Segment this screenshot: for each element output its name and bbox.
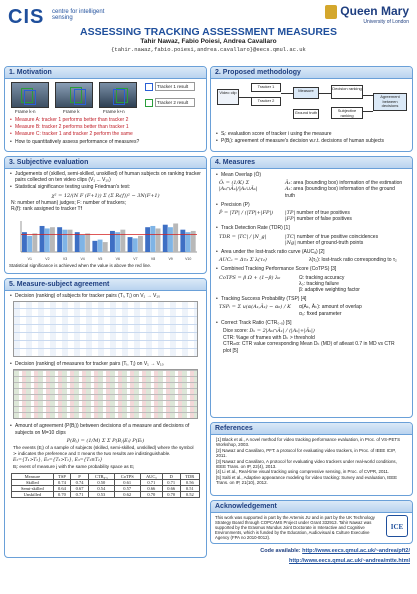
table-cell: Semi-skilled	[12, 486, 54, 492]
x-tick-label: V2	[45, 257, 50, 261]
auc-formula: AUCₐ = Δτ₂ Σ λ(τ₂)	[219, 257, 267, 264]
chart-bar	[173, 223, 178, 252]
cotps-def-2: λ₀: tracking failure	[299, 280, 339, 287]
ice-logo: ICE	[386, 515, 408, 537]
subject-decision-plot	[13, 301, 198, 357]
x-tick-label: V5	[98, 257, 103, 261]
motivation-question: • How to quantitatively assess performance of measures?	[15, 139, 202, 145]
video-clip-box: Video clip	[217, 89, 239, 105]
table-header: P	[71, 474, 89, 480]
pft2-link[interactable]: http://www.eecs.qmul.ac.uk/~andrea/pft2/	[302, 548, 410, 554]
tracker2-legend-icon	[145, 99, 153, 107]
tracker2-legend-label: Tracker 2 result	[155, 98, 195, 107]
table-cell: Skilled	[12, 480, 54, 486]
methodology-score-text: • Sᵢ: evaluation score of tracker i using the measure	[221, 131, 408, 137]
code-link-row-1	[210, 548, 410, 554]
cis-logo-subtext: centre for intelligent sensing	[52, 9, 105, 21]
mean-overlap-title: • Mean Overlap (Ō)	[221, 172, 408, 178]
x-tick-label: V7	[133, 257, 138, 261]
plot-grid	[14, 302, 197, 356]
reference-item: [2] Nawaz and Cavallaro, PFT: a protocol for evaluating video trackers, in Proc. of IEEE ICIP, 2011.	[216, 447, 396, 459]
cotps-formula: CoTPS = β Ω + (1−β) λ₀	[219, 274, 281, 281]
chart-bar	[103, 242, 108, 252]
reference-item: [4] Li et al., Real-time visual tracking using compressive sensing, in Proc. of CVPR, 2011.	[216, 469, 390, 475]
chart-bar	[85, 233, 90, 252]
section-heading: 4. Measures	[211, 157, 412, 169]
video-frame	[11, 82, 49, 108]
x-tick-label: V4	[80, 257, 85, 261]
results-table-wrap	[5, 470, 206, 498]
table-cell: 0.50	[88, 480, 114, 486]
tp-def: number of true positives	[296, 210, 350, 217]
measure-subject-section	[4, 278, 207, 558]
auc-title: • Area under the lost-track ratio curve (AUCₐ) [2]	[221, 249, 408, 255]
chart-bar	[22, 232, 27, 252]
video-frame	[99, 82, 137, 108]
agreement-text: • Amount of agreement (P(Bⱼ)) between decisions of a measure and decisions of subjects on M=10 clips	[15, 423, 202, 435]
decision-ranking-box: Decision ranking	[331, 85, 363, 99]
qmul-logo	[325, 4, 409, 25]
chart-bar	[98, 240, 103, 252]
r-definition: Rᵢ(f): rank assigned to tracker Tf	[11, 205, 82, 212]
table-cell: 0.64	[53, 486, 71, 492]
dice-block	[211, 327, 412, 335]
tsp-def-2: α₀: fixed parameter	[299, 310, 342, 317]
table-header: AUCₐ	[140, 474, 162, 480]
table-header: CoTPS	[114, 474, 140, 480]
table-cell: 0.70	[140, 492, 162, 498]
flow-arrow	[319, 93, 331, 94]
chart-bar	[180, 230, 185, 252]
tracker-box	[74, 89, 86, 105]
acknowledgement-body	[211, 513, 412, 542]
poster-header	[0, 0, 417, 56]
chart-bar	[138, 236, 143, 252]
table-cell: 0.66	[162, 486, 180, 492]
cotps-def-1: Ω: tracking accuracy	[299, 274, 345, 281]
table-cell: 0.61	[114, 480, 140, 486]
precision-formula: P̄ = |TP| / (|TP|+|FP|)	[219, 210, 274, 217]
chart-bar	[68, 230, 73, 252]
fp-def: number of false positives	[296, 216, 352, 223]
x-tick-label: V9	[168, 257, 173, 261]
measure-a-text: • Measure A: tracker 1 performs better than tracker 2	[15, 117, 202, 123]
tracker-box	[113, 89, 125, 105]
measure-decision-plot	[13, 369, 198, 419]
acknowledgement-section	[210, 500, 413, 544]
x-tick-label: V10	[185, 257, 192, 261]
methodology-agreement-text: • P(Bⱼ): agreement of measure's decision w.r.t. decisions of human subjects	[221, 138, 408, 144]
acknowledgement-text: This work was supported in part by the Artemis JU and in part by the UK Technology Strategy Board through COPCAMS Project under Grant 332913. Tahir Nawaz was supported by the Erasmus Mundus Joint Doctorate in Interactive and Cognitive Environments, which is funded by the Education, Audiovisual & Culture Executive Agency (FPA no 2010-0012).	[215, 515, 375, 541]
chart-bar	[186, 232, 191, 252]
chart-bar	[27, 236, 32, 252]
table-cell: 0.57	[114, 486, 140, 492]
chart-bar	[133, 238, 138, 252]
ground-truth-box: Ground truth	[293, 109, 319, 119]
chart-bar	[92, 241, 97, 252]
x-tick-label: V1	[27, 257, 32, 261]
section-heading: References	[211, 423, 412, 435]
subject-decision-text: • Decision (ranking) of subjects for tracker pairs (Tᵢ, Tⱼ) on V₁ → V₁₀	[15, 293, 202, 299]
mean-overlap-defs: Āₖ: area (bounding box) information of the estimation Aₖ: area (bounding box) information of the ground truth	[285, 180, 403, 199]
tsp-formula: TSPᵢ = Σ u(α(Aₖ,Āₖ) − α₀) / K	[219, 304, 291, 311]
reference-item: [5] Salti et al., Adaptive appearance modeling for video tracking: Survey and evaluation, IEEE Trans. on IP, 21(10), 2012.	[216, 474, 398, 486]
measure-box: Measure	[293, 87, 319, 99]
poster-title: ASSESSING TRACKING ASSESSMENT MEASURES	[80, 26, 337, 38]
flow-arrow	[363, 111, 373, 112]
chart-bar	[75, 232, 80, 252]
references-list	[211, 435, 412, 488]
tdr-gt-def: number of ground-truth points	[297, 239, 364, 246]
table-header: Measure	[12, 474, 54, 480]
table-cell: 0.53	[88, 492, 114, 498]
chart-bar	[150, 226, 155, 252]
references-section	[210, 422, 413, 496]
subjective-ranking-box: Subjective ranking	[331, 107, 363, 119]
flow-arrow	[281, 93, 293, 94]
chart-bar	[110, 231, 115, 252]
x-tick-label: V8	[150, 257, 156, 261]
table-cell: 0.70	[162, 492, 180, 498]
table-header-row	[12, 474, 200, 480]
chart-bar	[115, 232, 120, 252]
friedman-bar-chart	[11, 219, 201, 261]
precision-block	[211, 209, 412, 223]
agreement-box: Agreement between decisions	[373, 93, 407, 111]
tsp-def-1: α(Aₖ, Āₖ): amount of overlap	[299, 304, 362, 311]
section-heading: Acknowledgement	[211, 501, 412, 513]
x-tick-label: V3	[62, 257, 68, 261]
table-cell: 0.67	[71, 486, 89, 492]
motivation-section	[4, 66, 207, 152]
chart-bar	[156, 228, 161, 252]
poster-authors: Tahir Nawaz, Fabio Poiesi, Andrea Cavallaro	[140, 38, 277, 45]
chart-bar	[45, 228, 50, 252]
precision-title: • Precision (P)	[221, 202, 408, 208]
ctr-title: • Correct Track Ratio (CTR₀.₅) [5]	[221, 320, 408, 326]
friedman-formula: χ² = 12/(N F (F+1)) Σ (Σ Rᵢ(f))² − 3N(F+1)	[51, 192, 160, 199]
plot-grid	[14, 370, 197, 418]
section-heading: 3. Subjective evaluation	[5, 157, 206, 169]
frame-label: Frame k-n	[15, 109, 36, 114]
flow-arrow	[239, 97, 251, 98]
methodology-section	[210, 66, 413, 152]
table-header: D	[162, 474, 180, 480]
results-table	[11, 473, 200, 498]
motivation-figure	[5, 79, 206, 115]
table-cell: 0.74	[71, 480, 89, 486]
methodology-diagram	[211, 79, 412, 129]
ctr-def-1: CTR: %age of frames with Dₖ > threshold	[223, 335, 315, 342]
measure-c-text: • Measure C: tracker 1 and tracker 2 perform the same	[15, 131, 202, 137]
section-heading: 1. Motivation	[5, 67, 206, 79]
events-formula: E₁={T₁≻T₂}, E₂={T₂≻T₁}, E₃={T₁≡T₂}	[13, 458, 103, 464]
code-link-row-2	[210, 558, 410, 564]
chart-bar	[50, 227, 55, 252]
qmul-logo-subtext: University of London	[363, 18, 409, 25]
x-tick-label: V6	[115, 257, 120, 261]
cotps-def-3: β: adaptive weighting factor	[299, 287, 360, 294]
flow-arrow	[363, 95, 373, 96]
qmul-crest-icon	[325, 5, 337, 19]
cotps-defs	[299, 275, 404, 294]
table-cell: 0.74	[53, 480, 71, 486]
events-text: The events (Eⱼ) of a sample of subjects (skilled, semi-skilled, unskilled) where the symbol ≻ indicates the preference and ≡ means the two results are indistinguishable.	[13, 444, 194, 457]
table-cell: 0.71	[162, 480, 180, 486]
n-definition: N: number of human) judges; F: number of trackers;	[11, 199, 127, 206]
bj-text: Bⱼ: event of measure j with the same probability space as Eⱼ	[13, 464, 134, 470]
friedman-test-text: • Statistical significance testing using Friedman's test:	[15, 184, 202, 190]
tdr-tp-def: number of true positive coincidences	[296, 233, 379, 240]
table-cell: 0.71	[140, 480, 162, 486]
subjective-judgements-text: • Judgements of (skilled, semi-skilled, unskilled) of human subjects on ranking tracker pairs collected on ten video clips (V₁ ... V₁₀)	[15, 171, 202, 183]
video-frame	[55, 82, 93, 108]
tdr-formula: TDR = |TC| / |N_g|	[219, 233, 267, 240]
chart-bar	[120, 230, 125, 252]
tdr-defs: |TC| number of true positive coincidences |Ng| number of ground-truth points	[285, 233, 379, 246]
table-cell: 0.66	[140, 486, 162, 492]
mot-def-b: area (bounding box) information of the ground truth	[285, 186, 395, 199]
table-header: TSP	[53, 474, 71, 480]
cotps-block	[211, 274, 412, 295]
cis-logo-text: CIS	[8, 6, 45, 28]
table-cell: 0.62	[114, 492, 140, 498]
chart-bar	[80, 235, 85, 252]
code-available-label: Code available:	[260, 548, 303, 554]
table-cell: 0.54	[88, 486, 114, 492]
table-row	[12, 492, 200, 498]
dice-label: Dice score:	[223, 328, 249, 335]
dice-formula: Dₖ = 2|Aₖ∩Āₖ| / (|Aₖ|+|Āₖ|)	[249, 328, 315, 335]
reference-item: [3] Nawaz and Cavallaro, A protocol for evaluating video trackers under real-world conditions, IEEE Trans. on IP, 22(4), 2013.	[216, 458, 397, 470]
table-header: TDR	[180, 474, 199, 480]
reference-item: [1] Black et al., A novel method for video tracking performance evaluation, in Proc. of VS-PETS Workshop, 2003.	[216, 437, 401, 448]
frame-label: Frame k	[63, 109, 80, 114]
tdr-title: • Track Detection Rate (TDR) [1]	[221, 225, 408, 231]
poster-emails: {tahir.nawaz,fabio.poiesi,andrea.cavallaro}@eecs.qmul.ac.uk	[111, 46, 306, 53]
table-cell: 0.51	[180, 486, 199, 492]
chart-bar	[32, 233, 37, 252]
tsp-title: • Tracking Success Probability (TSP) [4]	[221, 296, 408, 302]
tracker1-legend-label: Tracker 1 result	[155, 82, 195, 91]
tracker1-box: Tracker 1	[251, 83, 281, 92]
tdr-block	[211, 233, 412, 247]
measure-decision-text: • Decision (ranking) of measures for tracker pairs (Tᵢ, Tⱼ) on V₁ → V₁₀	[15, 361, 202, 367]
chart-bar	[128, 237, 133, 252]
mean-overlap-formula: Ōᵢ = (1/K) Σ |Aₖ∩Āₖ|/|Aₖ∪Āₖ|	[219, 180, 258, 193]
table-cell: 0.70	[53, 492, 71, 498]
section-heading: 2. Proposed methodology	[211, 67, 412, 79]
table-cell: 0.71	[71, 492, 89, 498]
mot-def-a: area (bounding box) information of the estimation	[293, 180, 403, 187]
cotps-title: • Combined Tracking Performance Score (CoTPS) [3]	[221, 266, 408, 272]
chart-bar	[145, 227, 150, 252]
tracker1-legend-icon	[145, 83, 153, 91]
measure-b-text: • Measure B: tracker 2 performs better than tracker 1	[15, 124, 202, 130]
tracker-box	[24, 90, 36, 105]
chart-bar	[40, 226, 45, 252]
tsp-block	[211, 303, 412, 317]
auc-def: λ(τ₂): lost-track ratio corresponding to τ₂	[309, 257, 397, 264]
qmul-logo-text: Queen Mary	[340, 4, 409, 18]
table-header: CTR₀.₅	[88, 474, 114, 480]
table-cell: Unskilled	[12, 492, 54, 498]
table-cell: 0.52	[180, 492, 199, 498]
mtte-link[interactable]: http://www.eecs.qmul.ac.uk/~andrea/mtte.html	[289, 558, 410, 564]
auc-block	[211, 256, 412, 264]
tracker2-box: Tracker 2	[251, 97, 281, 106]
chart-bar	[62, 230, 67, 252]
chart-bar	[168, 227, 173, 252]
chart-bar	[191, 231, 196, 252]
ctr-def-2: CTRₘᴅ: CTR value corresponding Mean Dₖ (MD) of atleast 0.7 in MD vs CTR plot [5]	[223, 341, 395, 354]
frame-label: Frame k+n	[103, 109, 125, 114]
subjective-section	[4, 156, 207, 274]
section-heading: 5. Measure-subject agreement	[5, 279, 206, 291]
chart-bar	[57, 227, 62, 252]
table-cell: 0.56	[180, 480, 199, 486]
mean-overlap-block	[211, 179, 412, 200]
chart-bar	[163, 225, 168, 252]
chart-conclusion: Statistical significance is achieved when the value is above the red line.	[9, 263, 152, 268]
agreement-formula: P(Bⱼ) = (1/M) Σ Σ P(Bⱼ|Eᵢ) P(Eᵢ)	[66, 437, 145, 444]
precision-defs: |TP| number of true positives |FP| number of false positives	[285, 210, 352, 223]
measures-section	[210, 156, 413, 418]
tsp-defs	[299, 304, 404, 316]
